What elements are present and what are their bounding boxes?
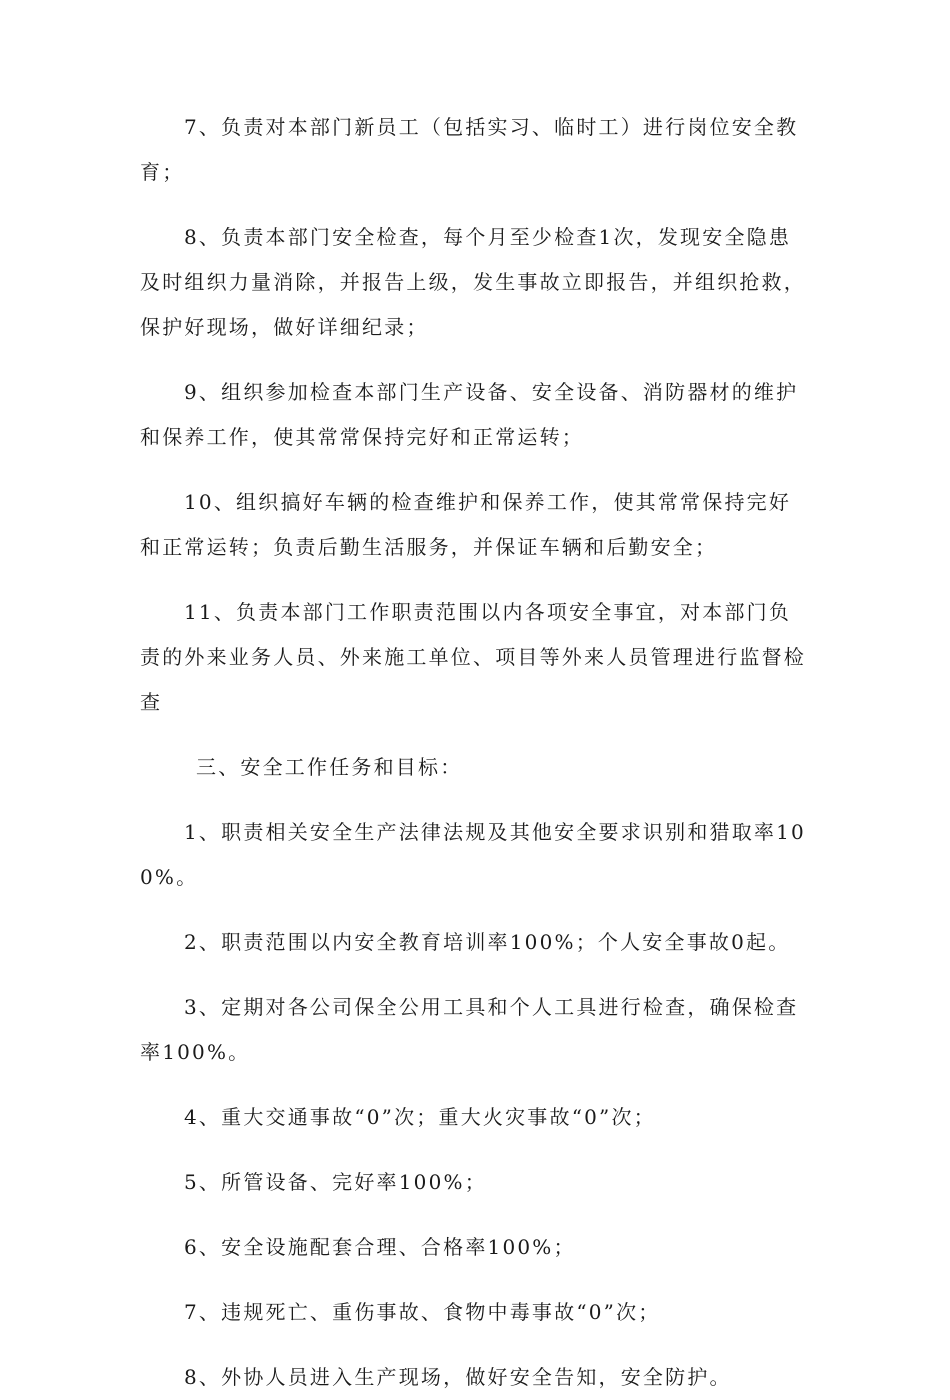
paragraph-gap: [140, 1075, 806, 1095]
goal-item-1: 1、职责相关安全生产法律法规及其他安全要求识别和猎取率100%。: [140, 820, 806, 889]
paragraph-gap: [140, 350, 806, 370]
paragraph-gap: [140, 570, 806, 590]
paragraph-item-8: 8、负责本部门安全检查，每个月至少检查1次，发现安全隐患及时组织力量消除，并报告上级，发生事故立即报告，并组织抢救，保护好现场，做好详细纪录；: [140, 225, 806, 339]
paragraph-item-9: 9、组织参加检查本部门生产设备、安全设备、消防器材的维护和保养工作，使其常常保持完好和正常运转；: [140, 380, 799, 449]
goal-item-5: 5、所管设备、完好率100%；: [184, 1170, 487, 1194]
goal-item-3: 3、定期对各公司保全公用工具和个人工具进行检查，确保检查率100%。: [140, 995, 799, 1064]
paragraph-item-7: 7、负责对本部门新员工（包括实习、临时工）进行岗位安全教育；: [140, 115, 799, 184]
goal-item-2: 2、职责范围以内安全教育培训率100%；个人安全事故0起。: [184, 930, 791, 954]
paragraph-gap: [140, 1140, 806, 1160]
section-heading: 三、安全工作任务和目标：: [196, 755, 463, 779]
paragraph-gap: [140, 195, 806, 215]
document-page: [140, 105, 806, 1400]
goal-item-7: 7、违规死亡、重伤事故、食物中毒事故“0”次；: [184, 1300, 661, 1324]
paragraph-gap: [140, 1205, 806, 1225]
paragraph-gap: [140, 1270, 806, 1290]
paragraph-item-11: 11、负责本部门工作职责范围以内各项安全事宜，对本部门负责的外来业务人员、外来施工单位、项目等外来人员管理进行监督检查: [140, 600, 806, 714]
paragraph-gap: [140, 1335, 806, 1355]
paragraph-gap: [140, 460, 806, 480]
goal-item-6: 6、安全设施配套合理、合格率100%；: [184, 1235, 576, 1259]
goal-item-4: 4、重大交通事故“0”次；重大火灾事故“0”次；: [184, 1105, 656, 1129]
goal-item-8: 8、外协人员进入生产现场，做好安全告知，安全防护。: [184, 1365, 732, 1389]
paragraph-gap: [140, 725, 806, 745]
paragraph-gap: [140, 965, 806, 985]
paragraph-gap: [140, 790, 806, 810]
paragraph-gap: [140, 900, 806, 920]
paragraph-item-10: 10、组织搞好车辆的检查维护和保养工作，使其常常保持完好和正常运转；负责后勤生活服务，并保证车辆和后勤安全；: [140, 490, 792, 559]
